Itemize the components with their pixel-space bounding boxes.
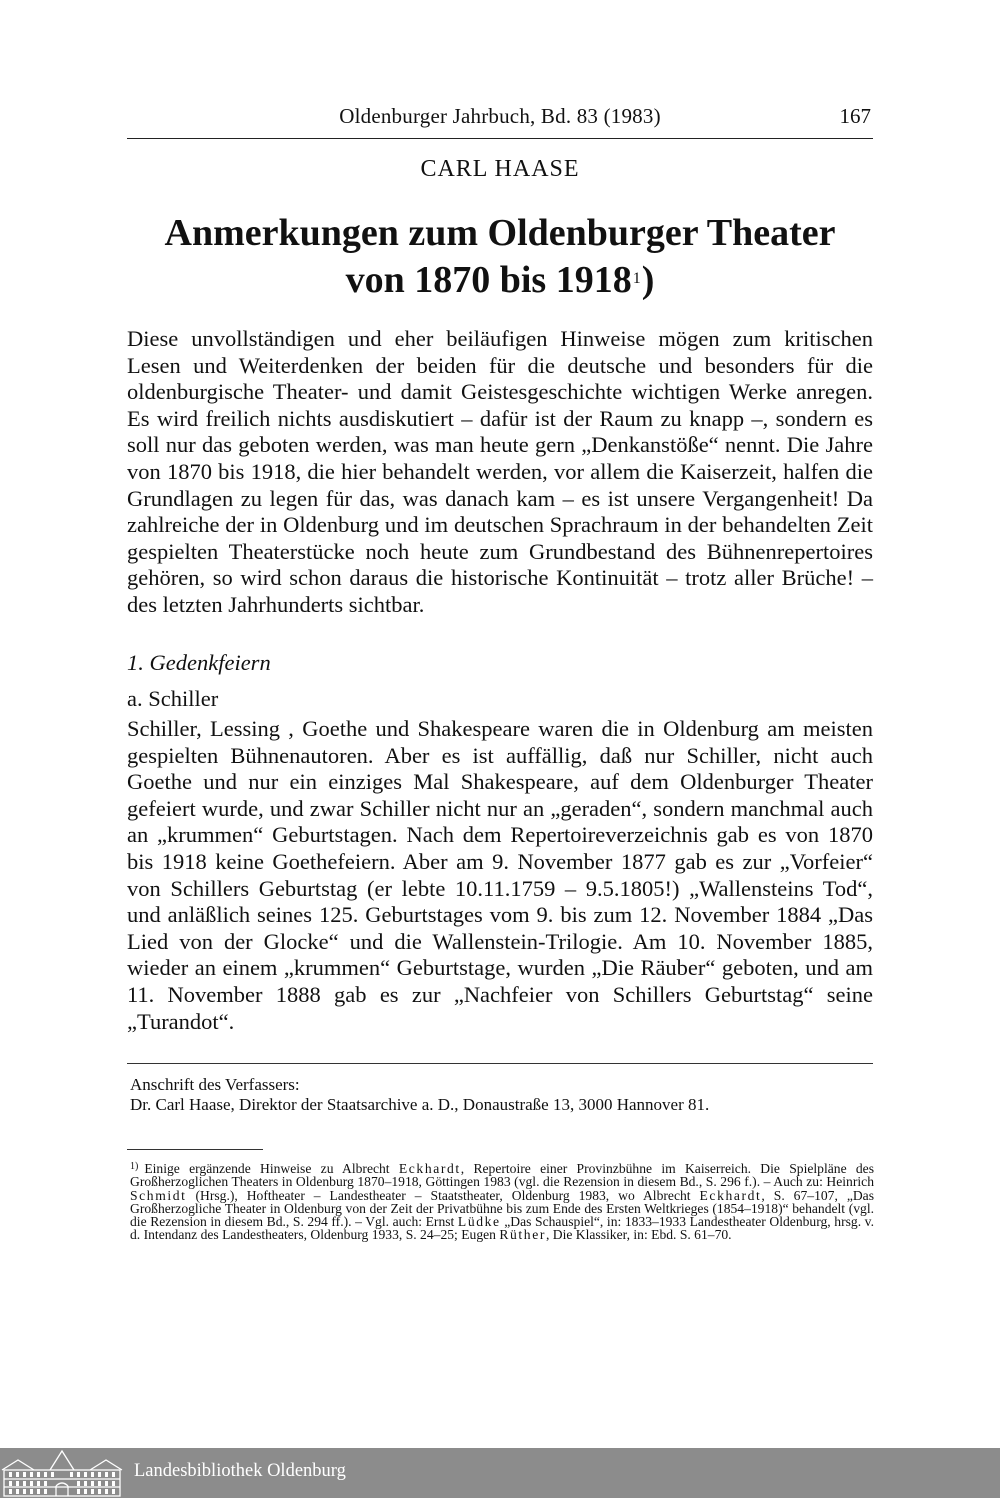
author-address <box>130 1075 870 1115</box>
running-head: Oldenburger Jahrbuch, Bd. 83 (1983) <box>339 104 661 128</box>
address-text: Dr. Carl Haase, Direktor der Staatsarchive a. D., Donaustraße 13, 3000 Hannover 81. <box>130 1095 710 1114</box>
library-building-logo-icon <box>0 1448 124 1498</box>
footnote-text-5: „Das Schauspiel“, in: 1833–1933 Landestheater Oldenburg, hrsg. v. d. Intendanz des Landestheaters, Oldenburg 1933, S. 24–25; Eugen <box>130 1214 874 1243</box>
subsection-heading: a. Schiller <box>127 686 219 711</box>
footnote-marker: 1) <box>130 1161 139 1172</box>
title-closing-paren: ) <box>641 259 655 301</box>
library-name: Landesbibliothek Oldenburg <box>134 1461 346 1481</box>
title-footnote-ref[interactable]: 1 <box>632 270 641 287</box>
footnote-author-eckhardt-2: Eckhardt <box>699 1187 762 1203</box>
title-line-1: Anmerkungen zum Oldenburger Theater <box>164 212 836 254</box>
article-title <box>0 210 1000 303</box>
footnote-text-6: , Die Klassiker, in: Ebd. S. 61–70. <box>545 1227 732 1243</box>
footnote-text-2: , Repertoire einer Provinzbühne im Kaiserreich. Die Spielpläne des Großherzoglichen Theaters in Oldenburg 1870–1918, Göttingen 1983 (vgl. die Rezension in diesem Bd., S. 296 f.). – Auch zu: Heinrich <box>130 1161 875 1190</box>
footnote-author-eckhardt: Eckhardt <box>398 1161 461 1176</box>
running-header <box>127 102 873 139</box>
author-name: CARL HAASE <box>420 156 580 182</box>
library-footer-bar <box>0 1448 1000 1498</box>
intro-paragraph: Diese unvollständigen und eher beiläufigen Hinweise mögen zum kritischen Lesen und Weiterdenken der beiden für die deutsche und besonders für die oldenburgische Theater- und damit Geistesgeschichte wichtigen Werke anregen. Es wird freilich nichts ausdiskutiert – dafür ist der Raum zu knapp –, sondern es soll nur das geboten werden, was man heute gern „Denkanstöße“ nennt. Die Jahre von 1870 bis 1918, die hier behandelt werden, vor allem die Kaiserzeit, halfen die Grundlagen zu legen für das, was danach kam – es ist unsere Vergangenheit! Da zahlreiche der in Oldenburg und im deutschen Sprachraum in der behandelten Zeit gespielten Theaterstücke noch heute zum Grundbestand des Bühnenrepertoires gehören, so wird schon daraus die historische Kontinuität – trotz aller Brüche! – des letzten Jahrhunderts sichtbar. <box>127 326 873 617</box>
footnote-author-ruether: Rüther <box>499 1227 546 1243</box>
title-line-2: von 1870 bis 1918 <box>345 259 632 301</box>
address-label: Anschrift des Verfassers: <box>130 1075 300 1094</box>
footnote-author-schmidt: Schmidt <box>130 1187 187 1203</box>
page-number: 167 <box>839 104 871 128</box>
address-divider <box>127 1063 873 1064</box>
footnote-author-luedke: Lüdke <box>457 1214 501 1230</box>
section-heading: 1. Gedenkfeiern <box>127 650 271 675</box>
footnote-text-3: (Hrsg.), Hoftheater – Landestheater – Staatstheater, Oldenburg 1983, wo Albrecht <box>195 1187 691 1203</box>
schiller-paragraph: Schiller, Lessing , Goethe und Shakespeare waren die in Oldenburg am meisten gespielten Bühnenautoren. Aber es ist auffällig, daß nur Schiller, nicht auch Goethe und nur ein einziges Mal Shakespeare, auf dem Oldenburger Theater gefeiert wurde, und zwar Schiller nicht nur an „geraden“, sondern manchmal auch an „krummen“ Geburtstagen. Nach dem Repertoireverzeichnis gab es von 1870 bis 1918 keine Goethefeiern. Aber am 9. November 1877 gab es zur „Vorfeier“ von Schillers Geburtstag (er lebte 10.11.1759 – 9.5.1805!) „Wallensteins Tod“, und anläßlich seines 125. Geburtstages vom 9. bis zum 12. November 1884 „Das Lied von der Glocke“ und die Wallenstein-Trilogie. Am 10. November 1885, wieder an einem „krummen“ Geburtstage, wurden „Die Räuber“ geboten, und am 11. November 1888 gab es zur „Nachfeier von Schillers Geburtstag“ seine „Turandot“. <box>127 716 873 1034</box>
footnote-text-4: , S. 67–107, „Das Großherzogliche Theater in Oldenburg von der Zeit der Privatbühne bis zum Ende des Ersten Weltkrieges (1854–1918)“ behandelt (vgl. die Rezension in diesem Bd., S. 294 ff.). – Vgl. auch: Ernst <box>130 1187 874 1230</box>
footnote <box>130 1160 874 1242</box>
footnote-text-1: Einige ergänzende Hinweise zu Albrecht <box>144 1161 390 1176</box>
footnote-divider <box>127 1149 263 1150</box>
